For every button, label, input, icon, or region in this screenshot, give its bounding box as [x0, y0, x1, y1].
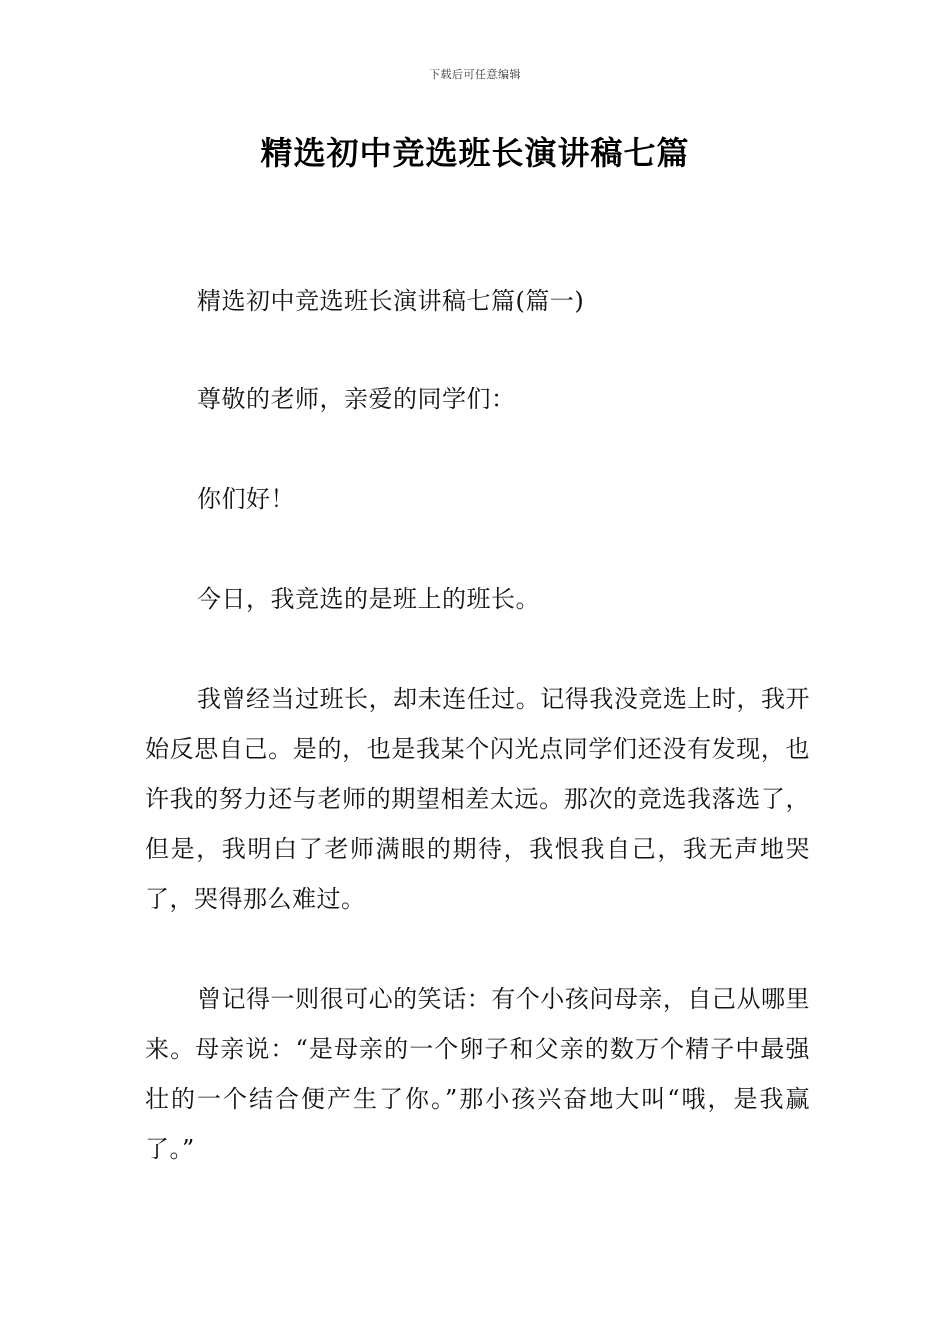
body-paragraph: 曾记得一则很可心的笑话：有个小孩问母亲，自己从哪里来。母亲说：“是母亲的一个卵子和父亲的数万个精子中最强壮的一个结合便产生了你。”那小孩兴奋地大叫“哦，是我赢了。” [145, 985, 810, 1163]
header-note: 下载后可任意编辑 [429, 68, 521, 81]
section-heading: 精选初中竞选班长演讲稿七篇(篇一) [197, 287, 585, 315]
document-title: 精选初中竞选班长演讲稿七篇 [260, 134, 690, 172]
body-paragraph: 今日，我竞选的是班上的班长。 [197, 585, 540, 613]
greeting: 你们好！ [197, 485, 295, 513]
body-paragraph: 我曾经当过班长，却未连任过。记得我没竞选上时，我开始反思自己。是的，也是我某个闪光点同学们还没有发现，也许我的努力还与老师的期望相差太远。那次的竞选我落选了，但是，我明白了老师满眼的期待，我恨我自己，我无声地哭了，哭得那么难过。 [145, 685, 810, 913]
salutation: 尊敬的老师，亲爱的同学们： [197, 385, 516, 413]
